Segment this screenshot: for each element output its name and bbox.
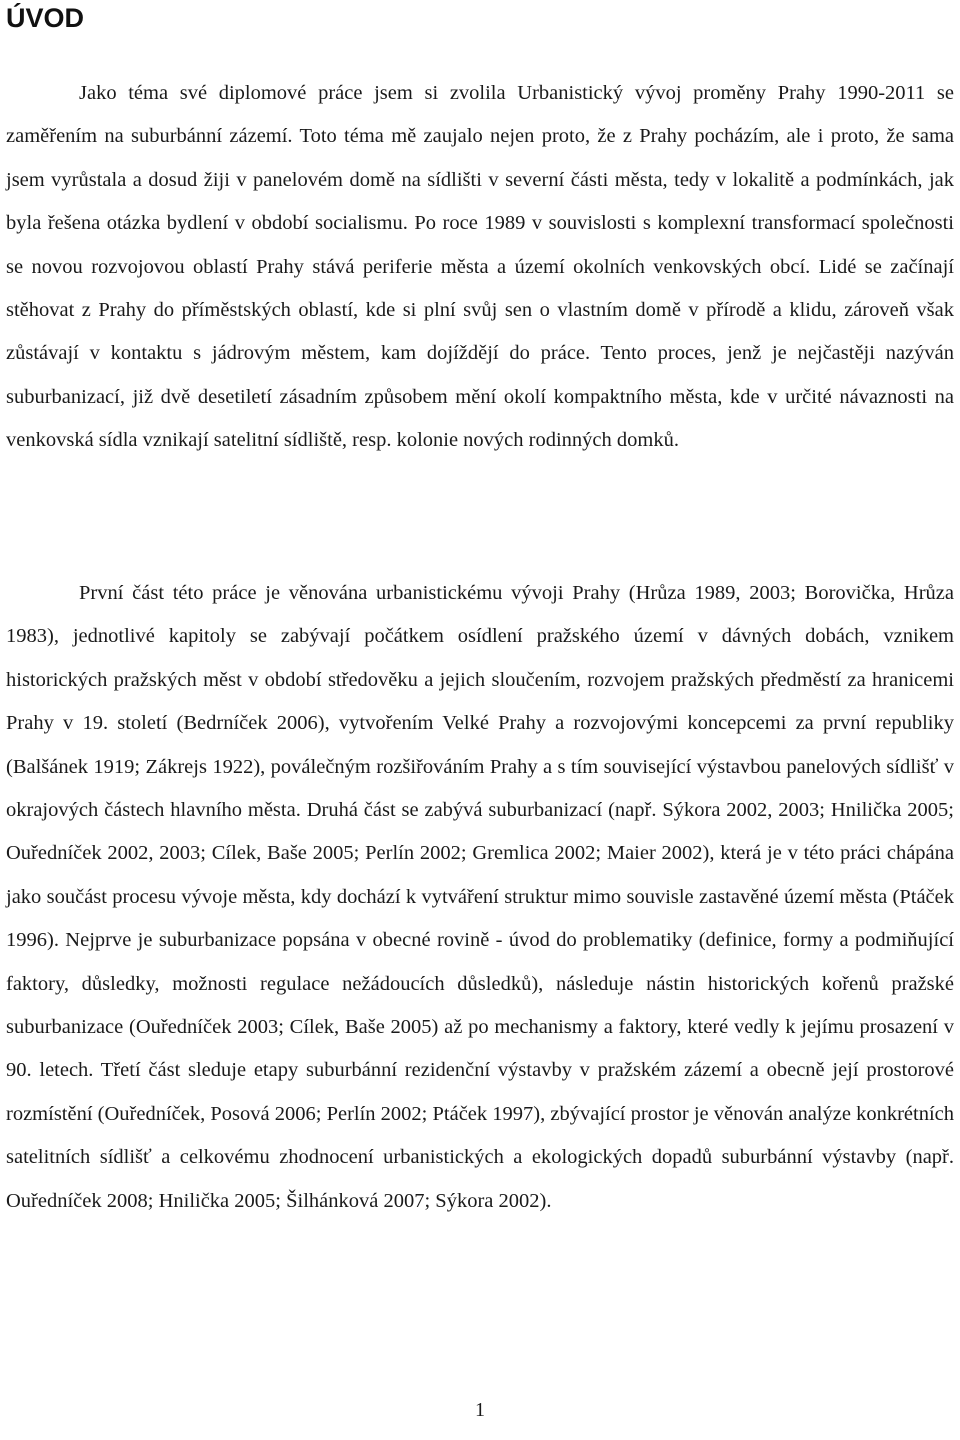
page-number: 1 [475,1399,485,1421]
paragraph-structure: První část této práce je věnována urbanistickému vývoji Prahy (Hrůza 1989, 2003; Borovička, Hrůza 1983), jednotlivé kapitoly se zabývají počátkem osídlení pražského území v dávných dobách, vznikem historických pražských měst v období středověku a jejich sloučením, rozvojem pražských předměstí za hranicemi Prahy v 19. století (Bedrníček 2006), vytvořením Velké Prahy a rozvojovými koncepcemi za první republiky (Balšánek 1919; Zákrejs 1922), poválečným rozšiřováním Prahy a s tím související výstavbou panelových sídlišť v okrajových částech hlavního města. Druhá část se zabývá suburbanizací (např. Sýkora 2002, 2003; Hnilička 2005; Ouředníček 2002, 2003; Cílek, Baše 2005; Perlín 2002; Gremlica 2002; Maier 2002), která je v této práci chápána jako součást procesu vývoje města, kdy dochází k vytváření struktur mimo souvisle zastavěné území města (Ptáček 1996). Nejprve je suburbanizace popsána v obecné rovině - úvod do problematiky (definice, formy a podmiňující faktory, důsledky, možnosti regulace nežádoucích důsledků), následuje nástin historických kořenů pražské suburbanizace (Ouředníček 2003; Cílek, Baše 2005) až po mechanismy a faktory, které vedly k jejímu prosazení v 90. letech. Třetí část sleduje etapy suburbánní rezidenční výstavby v pražském zázemí a obecně její prostorové rozmístění (Ouředníček, Posová 2006; Perlín 2002; Ptáček 1997), zbývající prostor je věnován analýze konkrétních satelitních sídlišť a celkovému zhodnocení urbanistických a ekologických dopadů suburbánní výstavby (např. Ouředníček 2008; Hnilička 2005; Šilhánková 2007; Sýkora 2002). [6,582,954,1212]
chapter-title: ÚVOD [6,3,85,33]
paragraph-intro: Jako téma své diplomové práce jsem si zvolila Urbanistický vývoj proměny Prahy 1990-2011 se zaměřením na suburbánní zázemí. Toto téma mě zaujalo nejen proto, že z Prahy pocházím, ale i proto, že sama jsem vyrůstala a dosud žiji v panelovém domě na sídlišti v severní části města, tedy v lokalitě a podmínkách, jak byla řešena otázka bydlení v období socialismu. Po roce 1989 v souvislosti s komplexní transformací společnosti se novou rozvojovou oblastí Prahy stává periferie města a území okolních venkovských obcí. Lidé se začínají stěhovat z Prahy do příměstských oblastí, kde si plní svůj sen o vlastním domě v přírodě a klidu, zároveň však zůstávají v kontaktu s jádrovým městem, kam dojíždějí do práce. Tento proces, jenž je nejčastěji nazýván suburbanizací, již dvě desetiletí zásadním způsobem mění okolí kompaktního města, kde v určité návaznosti na venkovská sídla vznikají satelitní sídliště, resp. kolonie nových rodinných domků. [6,82,954,452]
